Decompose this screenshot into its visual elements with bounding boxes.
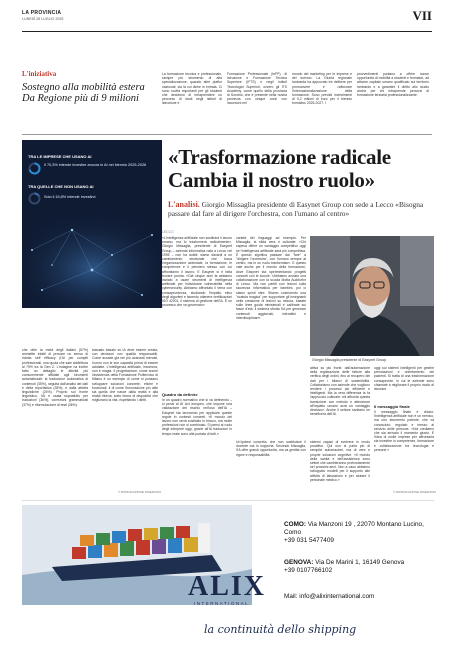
masthead (22, 8, 432, 30)
signoff-2: © RIPRODUZIONE RISERVATA (393, 490, 437, 494)
alix-logo (180, 571, 270, 615)
ad-slogan: la continuità dello shipping (204, 623, 357, 636)
infographic-heading-2: TRA QUELLE CHE NON USANO AI (28, 184, 94, 189)
mail-label: Mail: (284, 593, 298, 600)
main-col-5b: sistemi capaci di evolvere in modo proattivo. Qui non si parla più di semplici automazioni, ma di vere e proprie soluzioni cognitive. «Il mondo della sanità e dell'assistenza sono settori che cambieranno profondamente nei prossimi anni. Non a caso abbiamo sviluppato modelli per il supporto alle attività di laboratorio e per aiutare il personale medico.» (310, 440, 370, 482)
col6-subhead: Il messaggio finale (374, 404, 410, 409)
main-col-6b: Il messaggio finale è chiaro: l'intelligenza artificiale non è un nemico, ma uno strumento potente, che va conosciuto, regolato e messo al servizio delle persone. «Noi crediamo che sia arrivato il momento giusto. E l'idea di molte imprese per affrontarla sia investire in competenze, formazione e collaborazione tra tecnologia e persone.» (374, 410, 434, 452)
issue-date: LUNEDÌ 28 LUGLIO 2025 (22, 17, 64, 21)
infographic-heading-1: TRA LE IMPRESE CHE USANO AI (28, 154, 92, 159)
como-address: Via Manzoni 19 , 22070 Montano Lucino, Como (284, 521, 424, 536)
signoff-1: © RIPRODUZIONE RISERVATA (118, 490, 162, 494)
infographic-stat-1: Il 70,3% intende investire ancora in AI nel biennio 2025-2026 (44, 163, 147, 167)
mail-address[interactable]: info@alixinternational.com (299, 593, 375, 600)
side-story-kicker: L'iniziativa (22, 70, 57, 78)
main-deck-text: Giorgio Missaglia presidente di Easynet Group con sede a Lecco «Bisogna passare dal fare al dirigere l'orchestra, con l'umano al centro» (168, 200, 424, 218)
infographic-stat-2: Solo il 15,8% intende investirvi (44, 195, 96, 199)
byline: LECCO (162, 230, 174, 234)
como-phone: +39 031 5477409 (284, 537, 334, 544)
ring-icon-2 (28, 192, 41, 205)
photo-caption: Giorgio Missaglia presidente di Easynet Group (312, 358, 387, 362)
genova-phone: +39 0107766102 (284, 567, 333, 574)
genova-label: GENOVA: (284, 559, 314, 566)
side-story-col-1: La formazione tecnica e professionale, sempre più strumento di alta specializzazione, quando altre platfor nazionali, sia là cui diche in entrata. Ci sono novità importanti per gli studenti che decidono di intraprendere un percorso di studi negli istituti di istruzione e (162, 72, 222, 106)
main-col-6a: oggi sui sistemi intelligenti per gestire prenotazioni e orientamento dei pazienti. Si tratta di una trasformazione consapevole, in cui le aziende sono chiamate a migliorare il proprio modo di lavorare. (374, 366, 434, 392)
main-deck (168, 200, 434, 218)
main-col-3: «L'intelligenza artificiale non sostituirà il lavoro umano, ma lo trasformerà radicalmente». Giorgio Missaglia, presidente di Easynet Group – azienda informatica nata a Lecco nel 1995 – non ha dubbi: siamo davanti a un cambiamento strutturale che tocca l'organizzazione aziendale, la formazione, le competenze e il pensiero stesso con cui affrontiamo il lavoro. E Easynet si è fatta trovare pronta. «Già cinque anni fa abbiamo iniziato a usare strumenti di intelligenza artificiale per individuare vulnerabilità nella cybersecurity. Abbiamo affrontato il tema con consapevolezza, studiando l'impatto etico degli algoritmi e facendo ottenere certificazioni ISO 42001, il sistema di gestione dell'IA. È un processo che va governato». (162, 236, 232, 308)
main-headline: «Trasformazione radicale Cambia il nostro ruolo» (168, 145, 391, 192)
mail-block (284, 593, 432, 600)
ring-icon-1 (28, 162, 41, 175)
paper-name: LA PROVINCIA (22, 10, 62, 16)
genova-block (284, 559, 432, 575)
alix-logo-text: ALIX (188, 571, 267, 602)
main-col-left: che oltre la metà degli italiani (57%) ammette infatti di provare un senso di ridotta self efficacy (l'AI per compiti professionali, una quota che sale addirittura al 79% tra la Gen Z. L'indagine ha inoltre fatto un dettaglio le attività più comunemente affidate agli strumenti automatizzati: la traduzione automatica di contenuti (35%), seguita dall'analisi dei dati e della reportistica (28%), e dalla attività linguistiche (24%). Proprio sul fronte linguistico, l'AI è usata soprattutto per traduzioni (36%), correzioni grammaticali (37%) e riformulazione di testi (36%). (22, 348, 88, 407)
genova-address: Via De Marini 1, 16149 Genova (315, 559, 405, 566)
como-label: COMO: (284, 521, 307, 528)
main-col-4: varietà dei linguaggi ad esempio. Per Missaglia, la sfida vera è culturale: «Chi sapeva offrire un vantaggio competitivo oggi se l'intelligenza artificiale sarà più competitiva. È questo significa passare dal "fare" a "dirigere l'orchestra", con l'umano sempre al centro, ma in un ruolo trasformato». E questo vale anche per il mondo della formazione, dove Easynet sta sperimentando progetti concreti con le scuole. «Abbiamo avviato una collaborazione con la scuola Motta Auditorfor di Lecco. Ma non partiti con lezioni sulla sicurezza informatica per bambini, poi ci siamo spinti oltre. Stiamo costruendo una "scatola magica" per supportare gli insegnanti nella creazione di lezioni su misura, basate sulle linee guida ministeriali e calibrate sui fasce d'età. Il sistema sfrutta l'IA per generare contenuti aggiornati, interattivi e interdisciplinari». (236, 236, 306, 320)
side-story-col-4: provvedimenti puntano a offrire nuove opportunità di mobilità a studenti e formatori, ad attrarre capitale umano qualificato sul territorio lombardo e a garantire il diritto allo studio anche per chi intraprende percorsi di formazione terziaria professionalizzante. (357, 72, 429, 98)
side-story-col-3: mondo del marketing per le imprese e del turismo. La Giunta regionale lombarda ha approvato tre delibere per promuovere e rafforzare l'internazionalizzazione della formazione. Sono previsti investimenti di 9,2 milioni di euro per il biennio formativo 2025-2027. I (292, 72, 352, 106)
main-col-2: trasuato basato su IA deve essere creata, con decisioni con qualità responsabili. Come accade già nei più avanzati mercati, l'uomo con le sue capacità prima di essere adottate. L'intelligenza artificiale, insomma, non è magia. Il progettazione, come anche l'assistenza della Fondazione Politecnico di Milano è un esempio di come si possano sviluppare soluzioni concrete, etiche e funzionali. Il di come l'innovazione più utile sia quella che nasce dalla realtà e alla realtà ritorna, sotto forma di dispositivi che migliorano la vita, rispettando i diritti. (92, 348, 158, 403)
advertisement (22, 500, 434, 650)
infographic (22, 140, 162, 308)
masthead-rule (22, 31, 432, 32)
main-col-3-tail: In un quadro normativo che si va definendo – si pensi al AI Act europeo, che impone una valutazione del rischio nell'uso dell'IA – Easynet sta lavorando per applicare queste regole in contesti concreti. «Il mondo del lavoro non verrà sostituito in blocco, ma molte professioni non si combinato. Si pensi al ruolo degli interpreti oggi, grazie all'IA traduzioni in tempo reale sono alla portata di tutti.» (162, 398, 232, 436)
alix-logo-sub: INTERNATIONAL (194, 601, 250, 606)
como-block (284, 521, 432, 545)
main-col-5a: attiva su più fronti: dall'automazione della registrazione delle fatture alla verifica degli ordini, fino ai recupero dei dati per i bilanci di sostenibilità. Collaboriamo con aziende che vogliono rendere i processi più efficienti e intelligenti. Ma la vera differenza la fa l'approccio culturale: chi affronta questa transizione con metodo e attenzione all'impatto umano avrà un vantaggio decisivo». Anche il settore sanitario ne beneficerà dell'AI. (310, 366, 370, 417)
side-story-col-2: Formazione Professionale (IeFP), di Istruzione e Formazione Tecnica Superiore (IFTS) e negli Istituti Tecnologici Superiori, ovvero gli ITS Academy, come quello della provincia di Sondrio, che è presente nella nostra provincia con cinque corsi con incursioni nel (227, 72, 287, 106)
network-graphic (22, 210, 162, 308)
portrait-photo (310, 236, 434, 356)
col3-subhead: Quadro da definire (162, 392, 198, 397)
page-number: VII (412, 8, 432, 23)
main-kicker: L'analisi. (168, 200, 200, 209)
side-story-headline: Sostegno alla mobilità estera Da Regione più di 9 milioni (22, 82, 145, 104)
section-rule (22, 134, 432, 135)
main-col-4-tail: Un'ipotesi concreta, che non sostituisce il docente ma lo supporta. Secondo Missaglia, l'IA offre grandi opportunità, ma va gestita con rigore e responsabilità. (236, 440, 306, 457)
